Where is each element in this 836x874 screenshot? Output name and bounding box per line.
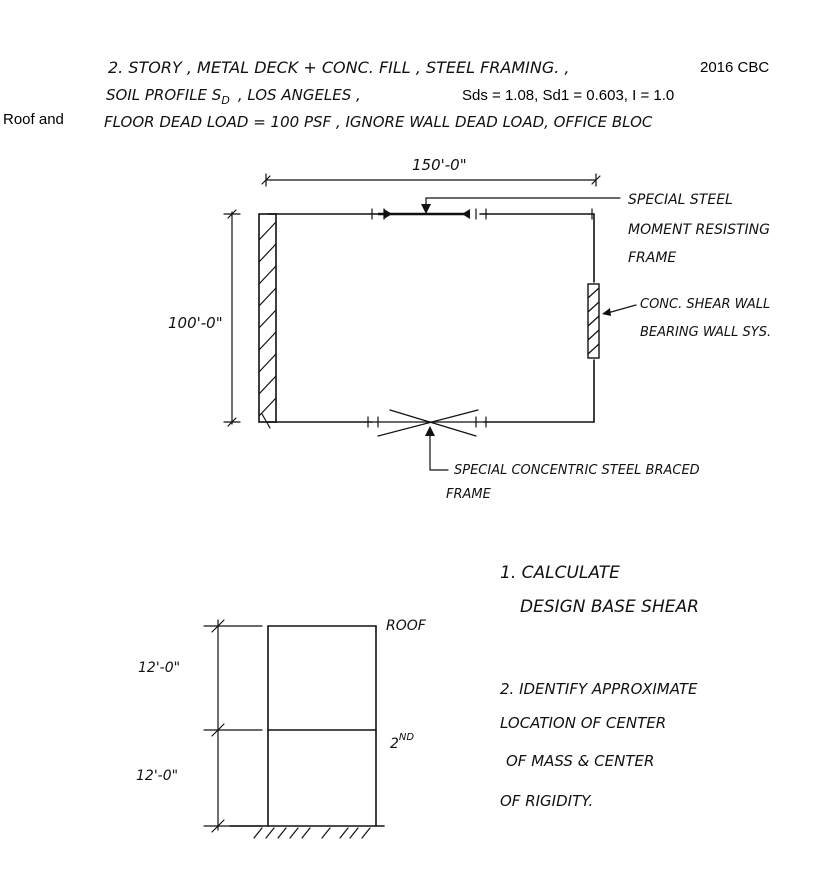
roof-label: ROOF	[386, 618, 426, 634]
plan-depth-dimension	[224, 210, 240, 426]
header-line2-typed: Sds = 1.08, Sd1 = 0.603, I = 1.0	[462, 87, 675, 104]
plan-depth-label: 100'-0"	[168, 314, 223, 332]
header-line3-hand: FLOOR DEAD LOAD = 100 PSF , IGNORE WALL DEAD LOAD, OFFICE BLOC	[104, 113, 653, 131]
braced-leader	[425, 426, 448, 470]
task-1: 1. CALCULATE DESIGN BASE SHEAR	[500, 563, 699, 617]
right-shear-wall	[588, 284, 599, 358]
braced-label: SPECIAL CONCENTRIC STEEL BRACED FRAME	[446, 463, 700, 502]
elevation-frame	[230, 626, 384, 826]
plan-width-label: 150'-0"	[412, 156, 467, 174]
story-dim-upper: 12'-0"	[138, 660, 181, 676]
shear-wall-leader	[602, 305, 636, 316]
shear-wall-label: CONC. SHEAR WALL BEARING WALL SYS.	[640, 297, 772, 340]
smrf-leader	[421, 198, 620, 214]
plan-outline	[262, 214, 594, 428]
header-line3-typed: Roof and	[3, 111, 64, 128]
header-line2-hand: SOIL PROFILE $S_D$ , LOS ANGELES ,	[106, 86, 361, 107]
elevation-dimension	[204, 620, 262, 832]
plan-width-dimension	[262, 174, 600, 186]
ground-hatch	[254, 828, 370, 838]
left-shear-wall	[259, 214, 276, 422]
smrf-label: SPECIAL STEEL MOMENT RESISTING FRAME	[628, 192, 770, 266]
second-floor-label: 2ND	[390, 732, 415, 752]
header-line1-hand: 2. STORY , METAL DECK + CONC. FILL , STEEL FRAMING. ,	[108, 58, 570, 77]
story-dim-lower: 12'-0"	[136, 768, 179, 784]
header-line1-typed: 2016 CBC	[700, 59, 770, 76]
task-2: 2. IDENTIFY APPROXIMATE LOCATION OF CENTER OF MASS & CENTER OF RIGIDITY.	[500, 680, 698, 810]
